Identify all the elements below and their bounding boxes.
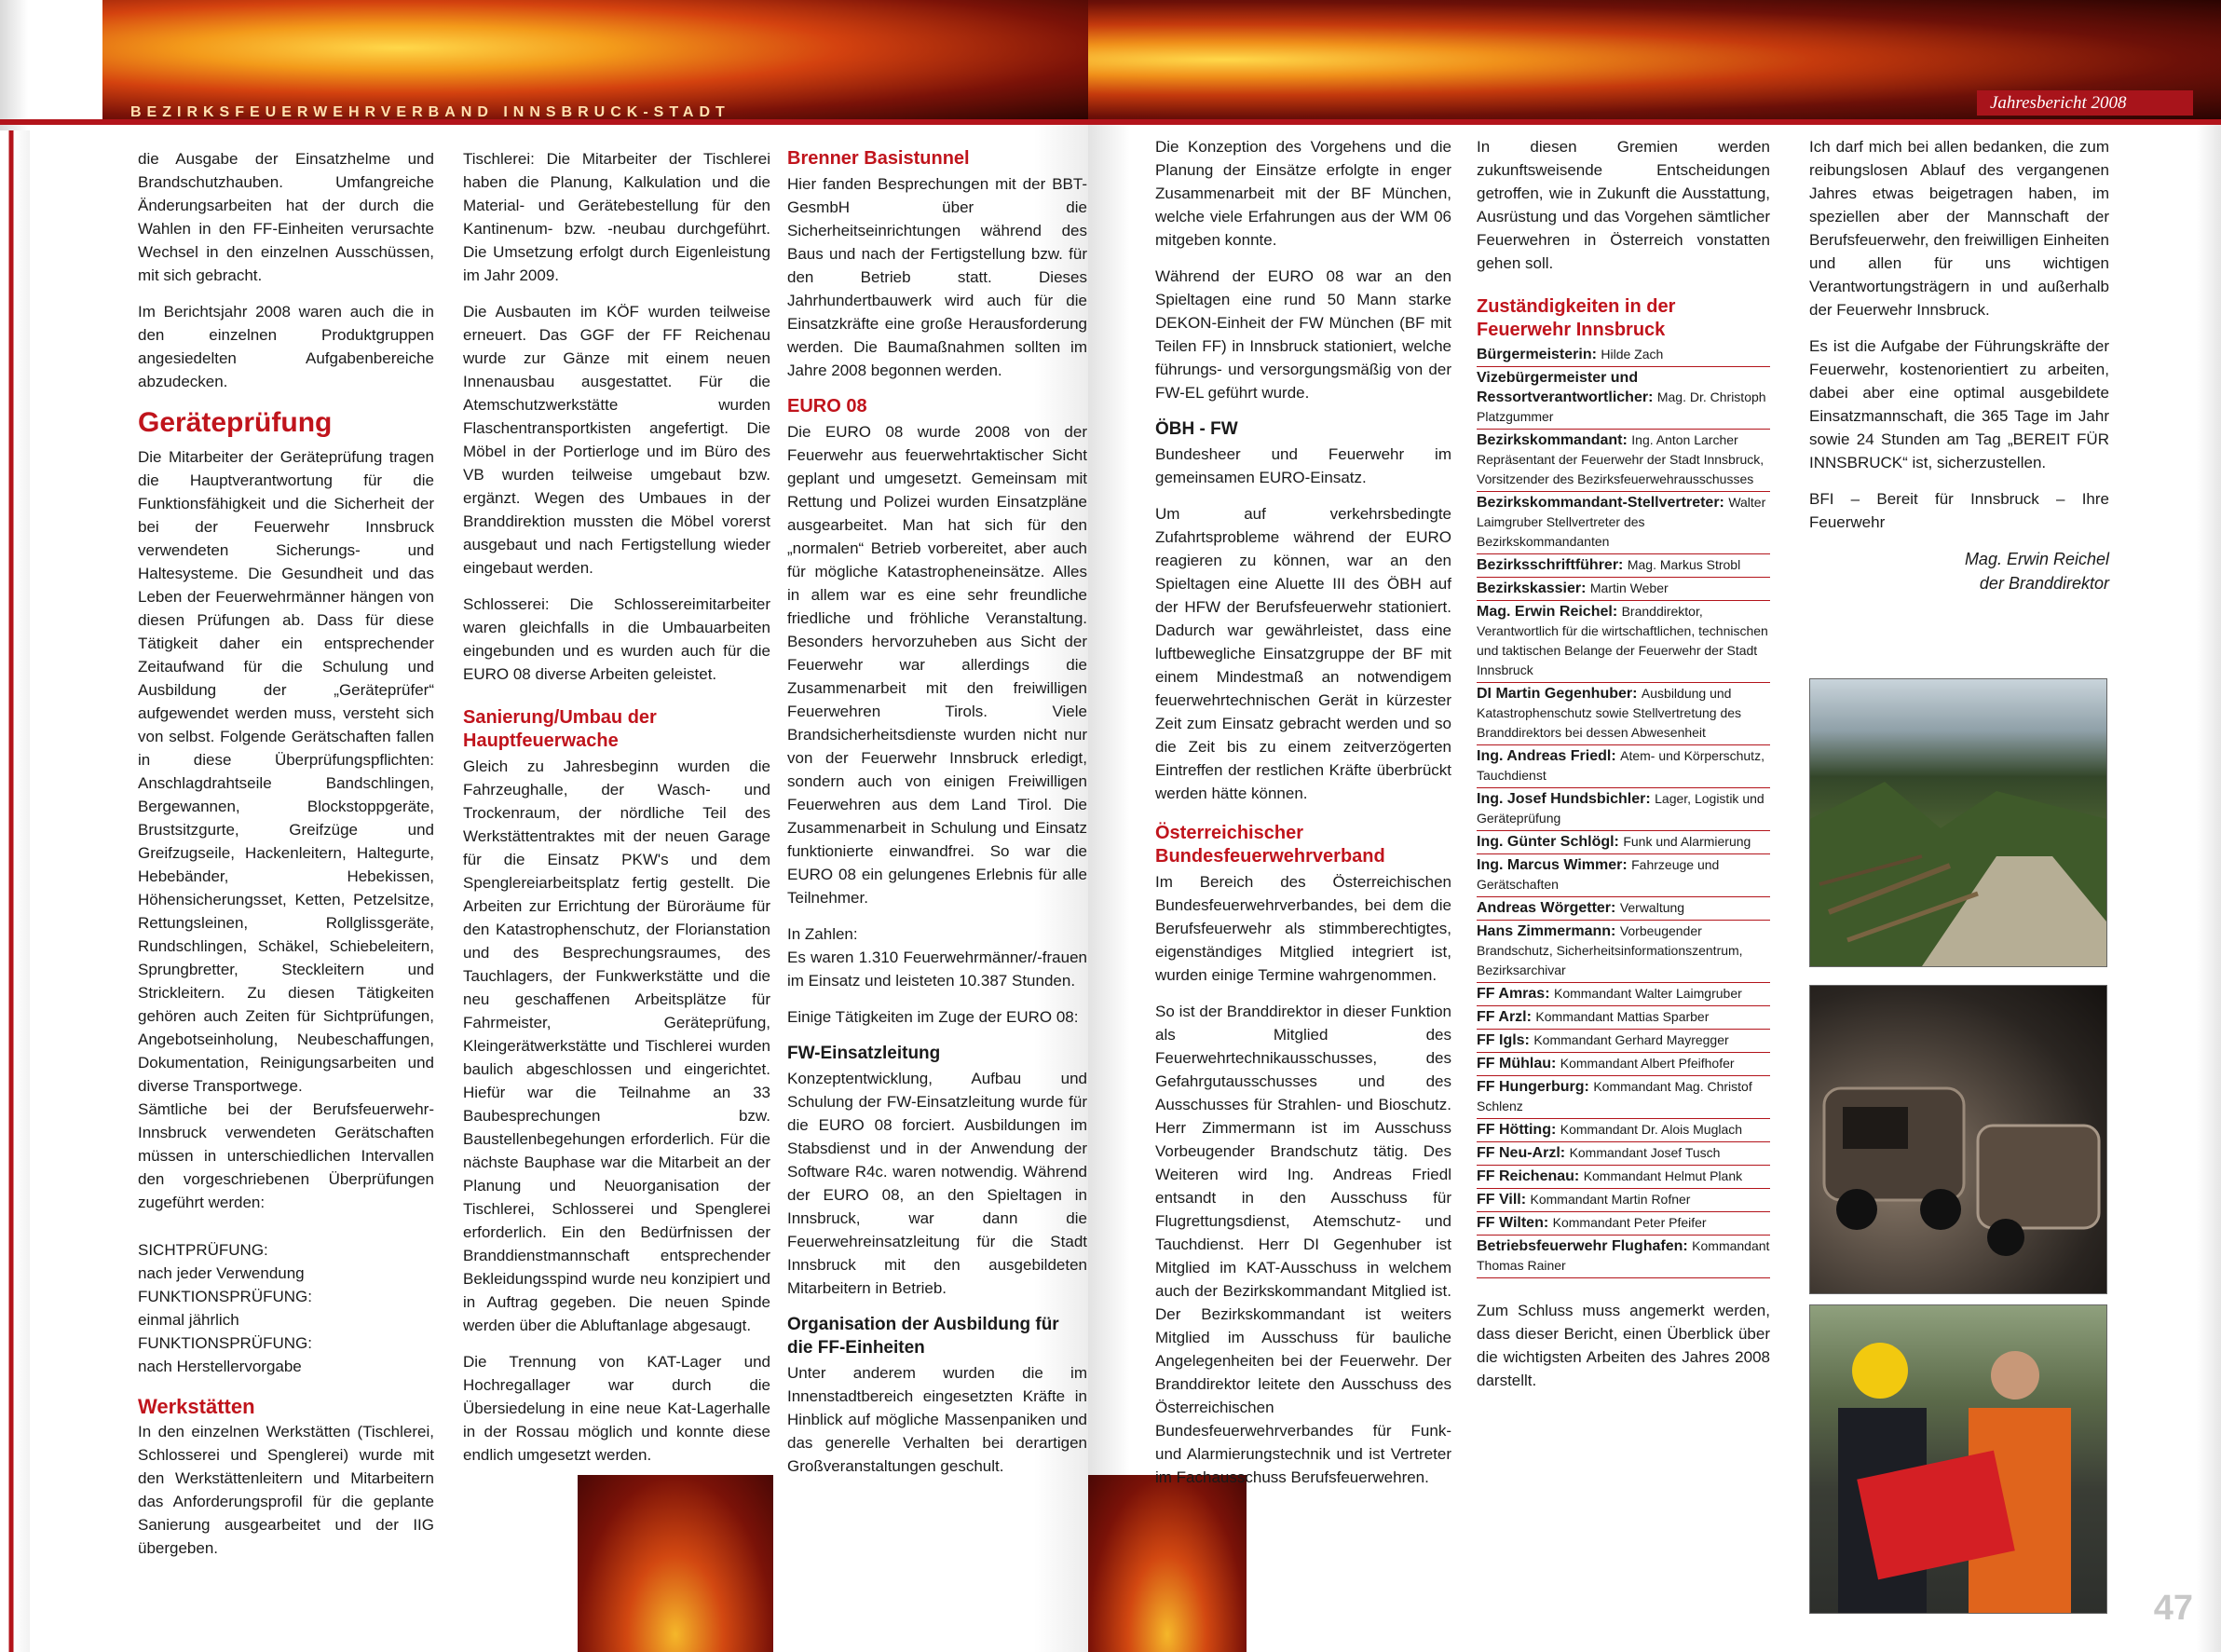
responsibility-person: Kommandant Gerhard Mayregger xyxy=(1533,1032,1729,1047)
signature-name: Mag. Erwin Reichel xyxy=(1964,550,2109,568)
responsibility-person: Vorbeugender Brandschutz, Sicherheitsinformationszentrum, Bezirksarchivar xyxy=(1477,923,1743,977)
list-line: einmal jährlich xyxy=(138,1311,239,1329)
responsibility-role: Andreas Wörgetter: xyxy=(1477,900,1616,916)
burned-cars-illustration xyxy=(1810,986,2106,1293)
responsibility-entry xyxy=(1477,430,1770,492)
responsibility-role: FF Vill: xyxy=(1477,1192,1527,1208)
responsibility-role: Bezirkskommandant-Stellvertreter: xyxy=(1477,495,1724,511)
paragraph: die Ausgabe der Einsatzhelme und Brandschutzhauben. Umfangreiche Änderungsarbeiten hat der durch die Wahlen in den FF-Einheiten verursachte Wechsel in den einzelnen Ausschüssen, mit sich gebracht. xyxy=(138,150,434,284)
firefighters-illustration xyxy=(1810,1305,2106,1613)
responsibility-person: Kommandant Martin Rofner xyxy=(1530,1192,1691,1207)
paragraph: Die Trennung von KAT-Lager und Hochregallager war durch die Übersiedelung in eine neue Kat-Lagerhalle in der Rossau möglich und konnte diese endlich umgesetzt werden. xyxy=(463,1353,770,1464)
paragraph: Gleich zu Jahresbeginn wurden die Fahrzeughalle, der Wasch- und Trockenraum, der nördliche Teil des Werkstättentraktes mit der neuen Garage für die Einsatz PKW's und dem Spenglereiarbeitsplatz fertig gestellt. Die Arbeiten zur Errichtung der Büroräume für den Katastrophenschutz, der Florianstation und des Besprechungsraumes, des Tauchlagers, der Funkwerkstätte und die neu geschaffenen Arbeitsplätze für Fahrmeister, Geräteprüfung, Kleingerätwerkstätte und Tischlerei wurden baulich abgeschlossen und eingerichtet. Hiefür war die Teilnahme an 33 Baubesprechungen bzw. Baustellenbegehungen erforderlich. Für die nächste Bauphase war die Mitarbeit an der Planung und Neuorganisation der Tischlerei, Schlosserei und Spenglerei erforderlich. Ein den Bedürfnissen der Branddienstmannschaft entsprechender Bekleidungsspind wurde neu konzipiert und in Auftrag gegeben. Die neuen Spinde werden über die Abluftanlage abgesaugt. xyxy=(463,758,770,1334)
responsibility-entry xyxy=(1477,554,1770,578)
responsibility-person: Kommandant Peter Pfeifer xyxy=(1552,1215,1707,1230)
responsibility-entry xyxy=(1477,1030,1770,1053)
responsibility-person: Mag. Dr. Christoph Platzgummer xyxy=(1477,389,1766,424)
responsibility-role: Ing. Marcus Wimmer: xyxy=(1477,857,1628,873)
paragraph: Schlosserei: Die Schlossereimitarbeiter waren gleichfalls in die Umbauarbeiten eingebunden und es wurden auch für die EURO 08 diverse Arbeiten geleistet. xyxy=(463,595,770,683)
responsibility-person: Kommandant Dr. Alois Muglach xyxy=(1560,1122,1743,1137)
responsibility-person: Fahrzeuge und Gerätschaften xyxy=(1477,857,1720,892)
responsibility-role: FF Reichenau: xyxy=(1477,1168,1580,1184)
responsibility-entry xyxy=(1477,788,1770,831)
responsibility-role: Betriebsfeuerwehr Flughafen: xyxy=(1477,1238,1688,1254)
paragraph: Es ist die Aufgabe der Führungskräfte der Feuerwehr, kostenorientiert zu arbeiten, dabei aber eine optimal ausgebildete Einsatzmannschaft, die 365 Tage im Jahr sowie 24 Stunden am Tag „BEREIT FÜR INNSBRUCK“ ist, sicherzustellen. xyxy=(1809,337,2109,471)
paragraph: Während der EURO 08 war an den Spieltagen eine rund 50 Mann starke DEKON-Einheit der FW München (BF mit Teilen FF) in Innsbruck stationiert, welche führungs- und versorgungsmäßig von der FW-EL geführt wurde. xyxy=(1155,267,1451,402)
year-label: Jahresbericht 2008 xyxy=(1977,90,2193,116)
responsibility-entry xyxy=(1477,1212,1770,1236)
responsibility-entry xyxy=(1477,921,1770,983)
firefighters-photo xyxy=(1809,1304,2107,1614)
org-header: BEZIRKSFEUERWEHRVERBAND INNSBRUCK-STADT xyxy=(130,104,730,120)
paragraph: Die EURO 08 wurde 2008 von der Feuerwehr aus feuerwehrtaktischer Sicht geplant und umgesetzt. Gemeinsam mit Rettung und Polizei wurden Einsatzpläne ausgearbeitet. Man hat sich für den „normalen“ Betrieb vorbereitet, aber auch für mögliche Katastropheneinsätze. Alles in allem war es eine sehr freundliche friedliche und fröhliche Veranstaltung. Besonders hervorzuheben aus Sicht der Feuerwehr war allerdings die Zusammenarbeit mit den freiwilligen Feuerwehren Tirols. Viele Brandsicherheitsdienste wurden nicht nur von der Feuerwehr Innsbruck erledigt, sondern auch von einigen Freiwilligen Feuerwehren aus dem Land Tirol. Die Zusammenarbeit in Schulung und Einsatz funktionierte einwandfrei. So war die EURO 08 ein gelungenes Erlebnis für alle Teilnehmer. xyxy=(787,423,1087,907)
responsibility-entry xyxy=(1477,367,1770,430)
responsibility-role: Vizebürgermeister und Ressortverantwortlicher: xyxy=(1477,370,1654,405)
paragraph: Bundesheer und Feuerwehr im gemeinsamen EURO-Einsatz. xyxy=(1155,445,1451,486)
list-line: FUNKTIONSPRÜFUNG: xyxy=(138,1288,312,1305)
responsibility-role: Ing. Andreas Friedl: xyxy=(1477,748,1616,764)
responsibility-role: FF Wilten: xyxy=(1477,1215,1549,1231)
responsibility-role: Mag. Erwin Reichel: xyxy=(1477,604,1618,620)
paragraph: Es waren 1.310 Feuerwehrmänner/-frauen im Einsatz und leisteten 10.387 Stunden. xyxy=(787,949,1087,990)
paragraph: Zum Schluss muss angemerkt werden, dass dieser Bericht, einen Überblick über die wichtigsten Arbeiten des Jahres 2008 darstellt. xyxy=(1477,1302,1770,1389)
paragraph: Konzeptentwicklung, Aufbau und Schulung der FW-Einsatzleitung wurde für die EURO 08 forciert. Ausbildungen im Stabsdienst und in der Anwendung der Software R4c. waren notwendig. Während der EURO 08, an den Spieltagen in Innsbruck, war dann die Feuerwehreinsatzleitung für die Stadt Innsbruck mit den ausgebildeten Mitarbeitern in Betrieb. xyxy=(787,1070,1087,1297)
responsibility-entry xyxy=(1477,1236,1770,1278)
paragraph: Um auf verkehrsbedingte Zufahrtsprobleme während der EURO reagieren zu können, war an den Spieltagen eine Aluette III des ÖBH auf der HFW der Berufsfeuerwehr stationiert. Dadurch war gewährleistet, dass eine luftbewegliche Einsatzgruppe der BF mit einem Mindestmaß an notwendigem feuerwehrtechnischen Gerät in kürzester Zeit zum Einsatz gebracht werden und so die Zeit bis zu einem zeitverzögerten Eintreffen der restlichen Kräfte überbrückt werden hätte können. xyxy=(1155,505,1451,802)
forest-storm-damage-photo xyxy=(1809,678,2107,967)
responsibility-person: Verwaltung xyxy=(1619,900,1685,915)
heading-bundesfeuerwehrverband: Österreichischer Bundesfeuerwehrverband xyxy=(1155,823,1385,867)
column-6 xyxy=(1809,135,2109,595)
paragraph: Tischlerei: Die Mitarbeiter der Tischlerei haben die Planung, Kalkulation und die Material- und Gerätebestellung für den Kantinenum- bzw. -neubau durchgeführt. Die Umsetzung erfolgt durch Eigenleistung im Jahr 2009. xyxy=(463,150,770,284)
responsibility-role: Bezirkskommandant: xyxy=(1477,432,1628,448)
paragraph: In diesen Gremien werden zukunftsweisende Entscheidungen getroffen, wie in Zukunft die Ausstattung, Ausrüstung und das Vorgehen sämtlicher Feuerwehren in Österreich vonstatten gehen soll. xyxy=(1477,138,1770,272)
heading-euro-08: EURO 08 xyxy=(787,396,867,416)
responsibility-person: Ing. Anton Larcher Repräsentant der Feuerwehr der Stadt Innsbruck, Vorsitzender des Bezirksfeuerwehrausschusses xyxy=(1477,432,1765,486)
responsibility-person: Kommandant Albert Pfeifhofer xyxy=(1560,1056,1735,1071)
responsibility-role: FF Igls: xyxy=(1477,1032,1530,1048)
signature-title: der Branddirektor xyxy=(1979,574,2109,593)
responsibility-entry xyxy=(1477,983,1770,1006)
paragraph: Die Ausbauten im KÖF wurden teilweise erneuert. Das GGF der FF Reichenau wurde zur Gänze mit einem neuen Innenausbau ausgestattet. Für die Atemschutzwerkstätte wurden Flaschentransportkisten angefertigt. Die Möbel in der Portierloge und im Büro des VB wurden teilweise umgebaut bzw. ergänzt. Wegen des Umbaues in der Branddirektion mussten die Möbel vorerst ausgebaut und nach Fertigstellung wieder eingebaut werden. xyxy=(463,303,770,577)
paragraph: Einige Tätigkeiten im Zuge der EURO 08: xyxy=(787,1008,1079,1026)
paragraph: Im Bereich des Österreichischen Bundesfeuerwehrverbandes, bei dem die Berufsfeuerwehr als stimmberechtigtes, eigenständiges Mitglied integriert ist, wurden einige Termine wahrgenommen. xyxy=(1155,873,1451,984)
responsibility-entry xyxy=(1477,1053,1770,1076)
responsibility-entry xyxy=(1477,492,1770,554)
paragraph: Die Konzeption des Vorgehens und die Planung der Einsätze erfolgte in enger Zusammenarbeit mit der BF München, welche viele Erfahrungen aus der WM 06 mitgeben konnte. xyxy=(1155,138,1451,249)
responsibility-entry xyxy=(1477,745,1770,788)
responsibility-entry xyxy=(1477,897,1770,921)
paragraph: Ich darf mich bei allen bedanken, die zum reibungslosen Ablauf des vergangenen Jahres etwas beigetragen haben, im speziellen aber der Mannschaft der Berufsfeuerwehr, den freiwilligen Einheiten und allen für uns wichtigen Verantwortungsträgern in und außerhalb der Feuerwehr Innsbruck. xyxy=(1809,138,2109,319)
list-line: In Zahlen: xyxy=(787,925,858,943)
left-page xyxy=(0,0,1088,1652)
paragraph: Hier fanden Besprechungen mit der BBT-GesmbH über die Sicherheitseinrichtungen während des Baus und nach der Fertigstellung bzw. für den Betrieb statt. Dieses Jahrhundertbauwerk wird auch für die Einsatzkräfte eine große Herausforderung werden. Die Baumaßnahmen sollten im Jahre 2008 begonnen werden. xyxy=(787,175,1087,379)
list-line: FUNKTIONSPRÜFUNG: xyxy=(138,1334,312,1352)
responsibility-role: Bürgermeisterin: xyxy=(1477,347,1597,362)
column-2 xyxy=(463,147,770,1480)
paragraph: In den einzelnen Werkstätten (Tischlerei, Schlosserei und Spenglerei) wurde mit den Werkstättenleitern und Mitarbeitern das Anforderungsprofil für die geplante Sanierung ausgearbeitet und der IIG übergeben. xyxy=(138,1423,434,1557)
responsibility-person: Kommandant Josef Tusch xyxy=(1569,1145,1721,1160)
paragraph: Unter anderem wurden die im Innenstadtbereich eingesetzten Kräfte in Hinblick auf mögliche Massenpaniken und das generelle Verhalten bei derartigen Großveranstaltungen geschult. xyxy=(787,1364,1087,1475)
responsibility-role: FF Amras: xyxy=(1477,986,1550,1002)
responsibility-person: Mag. Markus Strobl xyxy=(1627,557,1741,572)
responsibility-entry xyxy=(1477,1119,1770,1142)
paragraph: Sämtliche bei der Berufsfeuerwehr-Innsbruck verwendeten Gerätschaften müssen in unterschiedlichen Intervallen den vorgeschriebenen Überprüfungen zugeführt werden: xyxy=(138,1100,434,1211)
responsibility-person: Kommandant Mattias Sparber xyxy=(1535,1009,1710,1024)
heading-sanierung: Sanierung/Umbau der Hauptfeuerwache xyxy=(463,707,657,751)
responsibility-person: Kommandant Thomas Rainer xyxy=(1477,1238,1770,1273)
header-red-strip xyxy=(1088,119,2221,125)
responsibility-entry xyxy=(1477,1006,1770,1030)
list-line: nach Herstellervorgabe xyxy=(138,1358,302,1375)
responsibility-role: Ing. Josef Hundsbichler: xyxy=(1477,791,1651,807)
responsibility-person: Walter Laimgruber Stellvertreter des Bezirkskommandanten xyxy=(1477,495,1766,549)
responsibility-list xyxy=(1477,344,1770,1278)
paragraph: BFI – Bereit für Innsbruck – Ihre Feuerwehr xyxy=(1809,490,2109,531)
heading-obh-fw: ÖBH - FW xyxy=(1155,419,1238,439)
list-line: nach jeder Verwendung xyxy=(138,1264,305,1282)
responsibility-entry xyxy=(1477,854,1770,897)
responsibility-entry xyxy=(1477,344,1770,367)
forest-illustration xyxy=(1810,679,2106,966)
paragraph: Im Berichtsjahr 2008 waren auch die in den einzelnen Produktgruppen angesiedelten Aufgabenbereiche abzudecken. xyxy=(138,303,434,390)
responsibility-entry xyxy=(1477,831,1770,854)
paragraph: So ist der Branddirektor in dieser Funktion als Mitglied des Feuerwehrtechnikausschusses, des Gefahrgutausschusses und des Ausschusses für Strahlen- und Bioschutz. Herr Zimmermann ist im Ausschuss Vorbeugender Brandschutz tätig. Des Weiteren wird Ing. Andreas Friedl entsandt in den Ausschuss für Flugrettungsdienst, Atemschutz- und Tauchdienst. Herr DI Gegenhuber ist Mitglied im KAT-Ausschuss in welchem auch der Bezirkskommandant Mitglied ist. Der Bezirkskommandant ist weiters Mitglied im Ausschuss für bauliche Angelegenheiten bei der Feuerwehr. Der Branddirektor leitete den Ausschuss des Österreichischen Bundesfeuerwehrverbandes für Funk- und Alarmierungstechnik und ist Vertreter im Fachausschuss Berufsfeuerwehren. xyxy=(1155,1003,1451,1486)
responsibility-role: FF Hungerburg: xyxy=(1477,1079,1589,1095)
page-number: 47 xyxy=(2153,1589,2193,1628)
responsibility-entry xyxy=(1477,601,1770,683)
responsibility-role: FF Hötting: xyxy=(1477,1122,1557,1138)
column-4 xyxy=(1155,135,1451,1502)
responsibility-person: Kommandant Walter Laimgruber xyxy=(1553,986,1742,1001)
list-line: SICHTPRÜFUNG: xyxy=(138,1241,268,1259)
page-edge xyxy=(0,130,30,1652)
responsibility-entry xyxy=(1477,683,1770,745)
column-5 xyxy=(1477,135,1770,1405)
responsibility-person: Ausbildung und Katastrophenschutz sowie Stellvertretung des Branddirektors bei dessen Abwesenheit xyxy=(1477,686,1742,740)
heading-zustaendigkeiten: Zuständigkeiten in der Feuerwehr Innsbruck xyxy=(1477,296,1676,340)
responsibility-person: Funk und Alarmierung xyxy=(1623,834,1751,849)
responsibility-entry xyxy=(1477,578,1770,601)
heading-organisation-ausbildung: Organisation der Ausbildung für die FF-Einheiten xyxy=(787,1315,1059,1358)
fire-header-band xyxy=(102,0,1088,119)
responsibility-role: Ing. Günter Schlögl: xyxy=(1477,834,1619,850)
heading-geraetepruefung: Geräteprüfung xyxy=(138,407,333,438)
responsibility-role: DI Martin Gegenhuber: xyxy=(1477,686,1638,702)
responsibility-role: FF Neu-Arzl: xyxy=(1477,1145,1566,1161)
bottom-fire-decoration xyxy=(578,1475,773,1652)
heading-brenner-basistunnel: Brenner Basistunnel xyxy=(787,148,970,169)
responsibility-person: Lager, Logistik und Geräteprüfung xyxy=(1477,791,1765,826)
responsibility-person: Martin Weber xyxy=(1589,580,1669,595)
responsibility-entry xyxy=(1477,1142,1770,1166)
heading-fw-einsatzleitung: FW-Einsatzleitung xyxy=(787,1044,941,1063)
column-1 xyxy=(138,147,434,1573)
responsibility-person: Branddirektor, Verantwortlich für die wirtschaftlichen, technischen und taktischen Belange der Feuerwehr der Stadt Innsbruck xyxy=(1477,604,1768,677)
responsibility-role: Hans Zimmermann: xyxy=(1477,923,1616,939)
responsibility-role: FF Arzl: xyxy=(1477,1009,1532,1025)
column-3 xyxy=(787,147,1087,1491)
responsibility-person: Atem- und Körperschutz, Tauchdienst xyxy=(1477,748,1765,783)
responsibility-role: FF Mühlau: xyxy=(1477,1056,1557,1072)
heading-werkstaetten: Werkstätten xyxy=(138,1395,255,1418)
responsibility-person: Hilde Zach xyxy=(1601,347,1664,362)
responsibility-role: Bezirksschriftführer: xyxy=(1477,557,1624,573)
responsibility-entry xyxy=(1477,1076,1770,1119)
responsibility-entry xyxy=(1477,1189,1770,1212)
responsibility-person: Kommandant Helmut Plank xyxy=(1583,1168,1743,1183)
responsibility-role: Bezirkskassier: xyxy=(1477,580,1587,596)
burned-cars-photo xyxy=(1809,985,2107,1294)
responsibility-person: Kommandant Mag. Christof Schlenz xyxy=(1477,1079,1752,1113)
paragraph: Die Mitarbeiter der Geräteprüfung tragen die Hauptverantwortung für die Funktionsfähigkeit und die Sicherheit der bei der Feuerwehr Innsbruck verwendeten Sicherungs- und Haltesysteme. Die Gesundheit und das Leben der Feuerwehrmänner hängen von diesen Prüfungen ab. Dass für diese Tätigkeit daher ein entsprechender Zeitaufwand für die Schulung und Ausbildung der „Geräteprüfer“ aufgewendet werden muss, versteht sich von selbst. Folgende Gerätschaften fallen in diese Überprüfungspflichten: Anschlagdrahtseile Bandschlingen, Bergewannen, Blockstoppgeräte, Brustsitzgurte, Greifzüge und Greifzugseile, Hackenleitern, Haltegurte, Hebebänder, Hebekissen, Höhensicherungsset, Ketten, Petzelsitze, Rettungsleinen, Rollglissgeräte, Rundschlingen, Schäkel, Schiebeleitern, Sprungbretter, Steckleitern und Strickleitern. Zu diesen Tätigkeiten gehören auch Zeiten für Sichtprüfungen, Angebotseinholung, Neubeschaffungen, Dokumentation, Reinigungsarbeiten und diverse Transportwege. xyxy=(138,448,434,1095)
responsibility-entry xyxy=(1477,1166,1770,1189)
